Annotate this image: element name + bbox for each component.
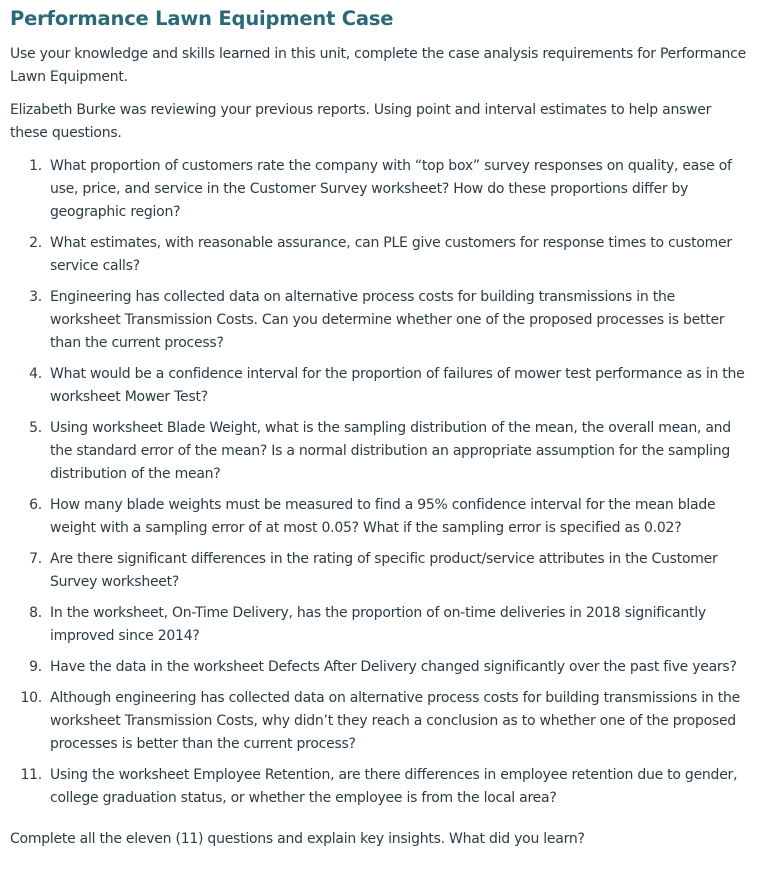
question-item: [10, 656, 749, 679]
question-number: 8.: [29, 605, 42, 621]
question-item: [10, 548, 749, 594]
question-number: 5.: [29, 420, 42, 436]
question-text: Although engineering has collected data on alternative process costs for building transmissions in the worksheet Transmission Costs, why didn’t they reach a conclusion as to whether one of the proposed processes is better than the current process?: [50, 690, 740, 752]
question-number: 2.: [29, 235, 42, 251]
question-number: 10.: [20, 690, 42, 706]
question-item: [10, 363, 749, 409]
question-number: 11.: [20, 767, 42, 783]
question-number: 1.: [29, 158, 42, 174]
question-item: [10, 155, 749, 224]
question-text: Have the data in the worksheet Defects After Delivery changed significantly over the past five years?: [50, 659, 737, 675]
question-number: 4.: [29, 366, 42, 382]
closing-paragraph: Complete all the eleven (11) questions and explain key insights. What did you learn?: [10, 831, 585, 847]
question-item: [10, 232, 749, 278]
question-text: What would be a confidence interval for the proportion of failures of mower test performance as in the worksheet Mower Test?: [50, 366, 745, 405]
intro-paragraph: Use your knowledge and skills learned in this unit, complete the case analysis requirements for Performance Lawn Equipment.: [10, 46, 746, 85]
question-list: [10, 155, 749, 810]
question-item: [10, 417, 749, 486]
question-text: What estimates, with reasonable assurance, can PLE give customers for response times to customer service calls?: [50, 235, 732, 274]
question-text: Using worksheet Blade Weight, what is the sampling distribution of the mean, the overall mean, and the standard error of the mean? Is a normal distribution an appropriate assumption for the sampling distribution of the mean?: [50, 420, 731, 482]
question-item: [10, 494, 749, 540]
question-item: [10, 687, 749, 756]
question-number: 9.: [29, 659, 42, 675]
question-number: 6.: [29, 497, 42, 513]
question-text: How many blade weights must be measured to find a 95% confidence interval for the mean blade weight with a sampling error of at most 0.05? What if the sampling error is specified as 0.02?: [50, 497, 716, 536]
page-title: Performance Lawn Equipment Case: [10, 7, 394, 30]
question-number: 3.: [29, 289, 42, 305]
question-number: 7.: [29, 551, 42, 567]
question-text: What proportion of customers rate the company with “top box” survey responses on quality, ease of use, price, and service in the Customer Survey worksheet? How do these proportions differ by geographic region?: [50, 158, 732, 220]
question-item: [10, 602, 749, 648]
question-item: [10, 286, 749, 355]
question-text: Are there significant differences in the rating of specific product/service attributes in the Customer Survey worksheet?: [50, 551, 718, 590]
question-item: [10, 764, 749, 810]
question-text: In the worksheet, On-Time Delivery, has the proportion of on-time deliveries in 2018 significantly improved since 2014?: [50, 605, 706, 644]
question-text: Engineering has collected data on alternative process costs for building transmissions in the worksheet Transmission Costs. Can you determine whether one of the proposed processes is better than the current process?: [50, 289, 725, 351]
question-text: Using the worksheet Employee Retention, are there differences in employee retention due to gender, college graduation status, or whether the employee is from the local area?: [50, 767, 738, 806]
context-paragraph: Elizabeth Burke was reviewing your previous reports. Using point and interval estimates to help answer these questions.: [10, 102, 712, 141]
